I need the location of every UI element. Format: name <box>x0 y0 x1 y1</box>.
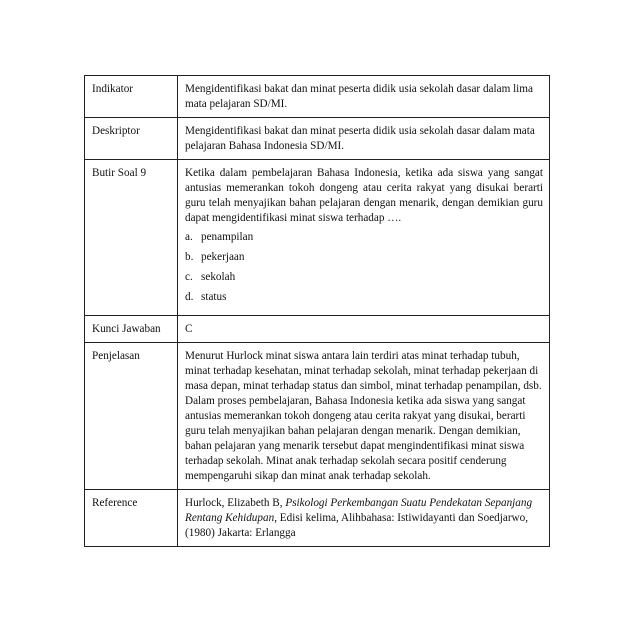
reference-label: Reference <box>85 490 178 547</box>
option-text: penampilan <box>201 231 254 243</box>
row-deskriptor <box>85 118 550 160</box>
row-kunci-jawaban <box>85 316 550 343</box>
row-indikator <box>85 76 550 118</box>
option-text: pekerjaan <box>201 251 245 263</box>
answer-options <box>185 230 543 305</box>
option-b <box>185 250 543 265</box>
question-card-table <box>84 75 550 547</box>
row-reference <box>85 490 550 547</box>
option-letter: d. <box>185 291 194 303</box>
option-a <box>185 230 543 245</box>
option-letter: c. <box>185 271 193 283</box>
option-text: sekolah <box>201 271 236 283</box>
option-c <box>185 270 543 285</box>
indikator-text: Mengidentifikasi bakat dan minat peserta didik usia sekolah dasar dalam lima mata pelajaran SD/MI. <box>178 76 550 118</box>
penjelasan-label: Penjelasan <box>85 343 178 490</box>
penjelasan-text: Menurut Hurlock minat siswa antara lain terdiri atas minat terhadap tubuh, minat terhadap kesehatan, minat terhadap sekolah, minat terhadap pekerjaan di masa depan, minat terhadap status dan simbol, minat terhadap penampilan, dsb. Dalam proses pembelajaran, Bahasa Indonesia ketika ada siswa yang sangat antusias memerankan tokoh dongeng atau cerita rakyat yang disukai, berarti guru telah menyajikan bahan pelajaran dengan menarik. Dengan demikian, bahan pelajaran yang menarik tersebut dapat mengindentifikasi minat siswa terhadap sekolah. Minat anak terhadap sekolah secara positif cenderung mempengaruhi sikap dan minat anak terhadap sekolah. <box>178 343 550 490</box>
option-letter: a. <box>185 231 193 243</box>
reference-book-title: Psikologi Perkembangan Suatu Pendekatan Sepanjang Rentang Kehidupan <box>185 497 533 524</box>
deskriptor-text: Mengidentifikasi bakat dan minat peserta didik usia sekolah dasar dalam mata pelajaran Bahasa Indonesia SD/MI. <box>178 118 550 160</box>
option-text: status <box>201 291 227 303</box>
kunci-jawaban-value: C <box>178 316 550 343</box>
option-d <box>185 290 543 305</box>
indikator-label: Indikator <box>85 76 178 118</box>
row-penjelasan <box>85 343 550 490</box>
butir-soal-label: Butir Soal 9 <box>85 160 178 316</box>
butir-soal-content <box>178 160 550 316</box>
question-text: Ketika dalam pembelajaran Bahasa Indonesia, ketika ada siswa yang sangat antusias memerankan tokoh dongeng atau cerita rakyat yang disukai berarti guru telah menyajikan bahan pelajaran dengan menarik, dengan demikian guru dapat mengidentifikasi minat siswa terhadap …. <box>185 167 543 224</box>
row-butir-soal <box>85 160 550 316</box>
reference-author: Hurlock, Elizabeth B, <box>185 497 286 509</box>
deskriptor-label: Deskriptor <box>85 118 178 160</box>
reference-text <box>178 490 550 547</box>
reference-publication: , Edisi kelima, Alihbahasa: Istiwidayanti dan Soedjarwo, (1980) Jakarta: Erlangga <box>185 512 529 539</box>
option-letter: b. <box>185 251 194 263</box>
kunci-jawaban-label: Kunci Jawaban <box>85 316 178 343</box>
